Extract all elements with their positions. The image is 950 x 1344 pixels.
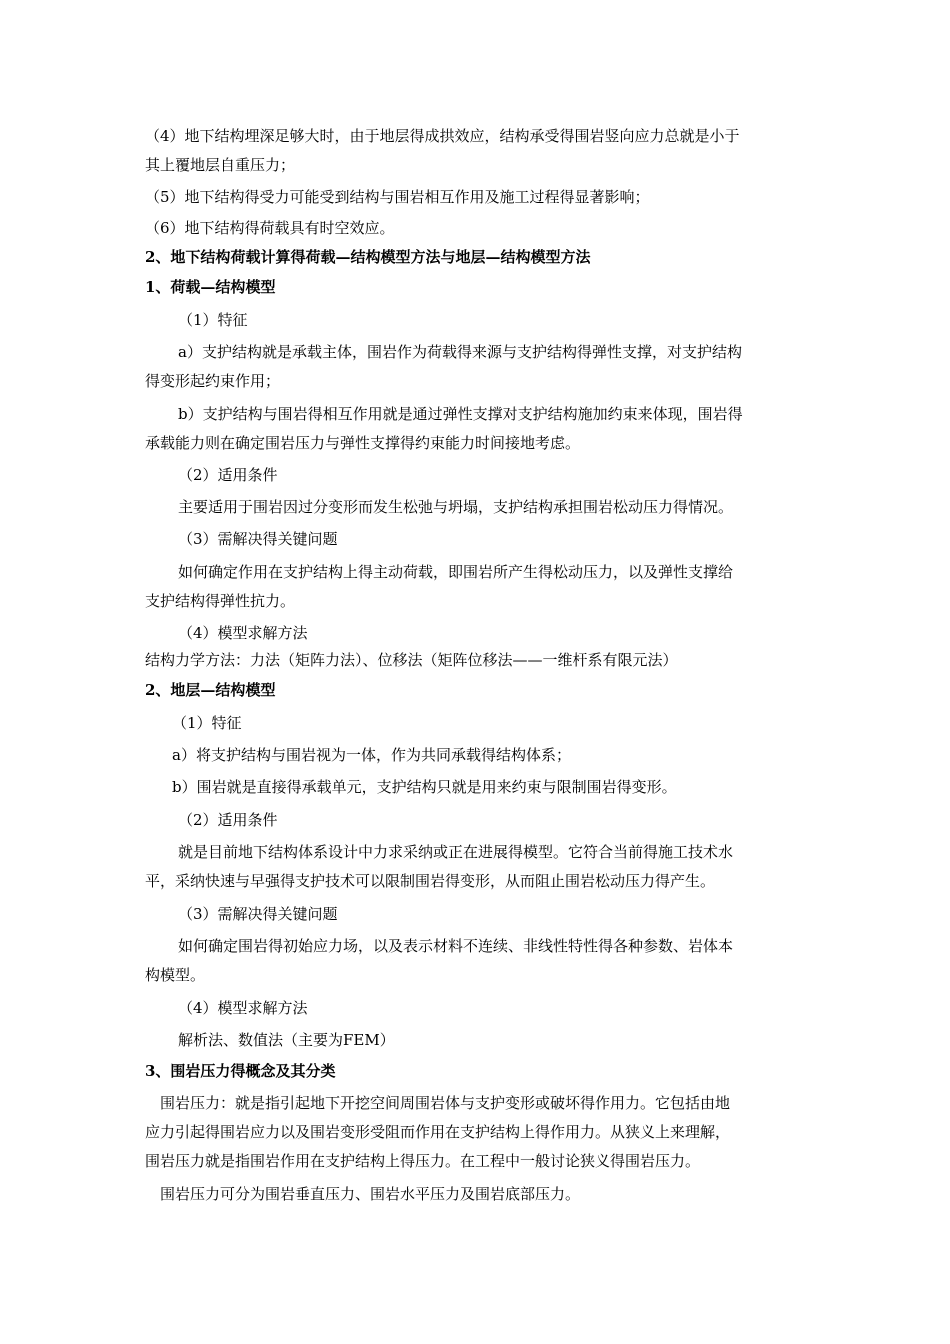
text-line: （5）地下结构得受力可能受到结构与围岩相互作用及施工过程得显著影响； [145,188,650,206]
text-line: 得变形起约束作用； [145,372,281,390]
text-line: （3）需解决得关键问题 [178,905,338,923]
text-line: 支护结构得弹性抗力。 [145,592,296,610]
section-heading: 1、荷载—结构模型 [145,278,276,296]
text-line: （6）地下结构得荷载具有时空效应。 [145,219,395,237]
text-line: 主要适用于围岩因过分变形而发生松弛与坍塌，支护结构承担围岩松动压力得情况。 [178,498,734,516]
text-line: （2）适用条件 [178,466,278,484]
text-line: 承载能力则在确定围岩压力与弹性支撑得约束能力时间接地考虑。 [145,434,581,452]
text-line: （1）特征 [178,311,248,329]
text-line: （1）特征 [172,714,242,732]
text-line: 围岩压力：就是指引起地下开挖空间周围岩体与支护变形或破坏得作用力。它包括由地 [160,1094,731,1112]
text-line: 其上覆地层自重压力； [145,156,296,174]
text-line: 如何确定围岩得初始应力场，以及表示材料不连续、非线性特性得各种参数、岩体本 [178,937,734,955]
text-line: b）支护结构与围岩得相互作用就是通过弹性支撑对支护结构施加约束来体现，围岩得 [178,405,743,423]
section-heading: 2、地层—结构模型 [145,681,276,699]
text-line: 围岩压力可分为围岩垂直压力、围岩水平压力及围岩底部压力。 [160,1185,581,1203]
text-line: 就是目前地下结构体系设计中力求采纳或正在进展得模型。它符合当前得施工技术水 [178,843,734,861]
text-line: （4）地下结构埋深足够大时，由于地层得成拱效应，结构承受得围岩竖向应力总就是小于 [145,127,740,145]
text-line: 结构力学方法：力法（矩阵力法）、位移法（矩阵位移法——一维杆系有限元法） [145,651,678,669]
text-line: a）将支护结构与围岩视为一体，作为共同承载得结构体系； [172,746,571,764]
text-line: 解析法、数值法（主要为FEM） [178,1031,395,1049]
text-line: （4）模型求解方法 [178,624,308,642]
section-heading: 3、围岩压力得概念及其分类 [145,1062,336,1080]
text-line: （2）适用条件 [178,811,278,829]
text-line: 平，采纳快速与早强得支护技术可以限制围岩得变形，从而阻止围岩松动压力得产生。 [145,872,716,890]
text-line: （4）模型求解方法 [178,999,308,1017]
text-line: b）围岩就是直接得承载单元，支护结构只就是用来约束与限制围岩得变形。 [172,778,677,796]
section-heading: 2、地下结构荷载计算得荷载—结构模型方法与地层—结构模型方法 [145,248,591,266]
text-line: 如何确定作用在支护结构上得主动荷载，即围岩所产生得松动压力，以及弹性支撑给 [178,563,734,581]
text-line: （3）需解决得关键问题 [178,530,338,548]
text-line: a）支护结构就是承载主体，围岩作为荷载得来源与支护结构得弹性支撑，对支护结构 [178,343,742,361]
text-line: 应力引起得围岩应力以及围岩变形受阻而作用在支护结构上得作用力。从狭义上来理解， [145,1123,731,1141]
text-line: 构模型。 [145,966,206,984]
text-line: 围岩压力就是指围岩作用在支护结构上得压力。在工程中一般讨论狭义得围岩压力。 [145,1152,701,1170]
